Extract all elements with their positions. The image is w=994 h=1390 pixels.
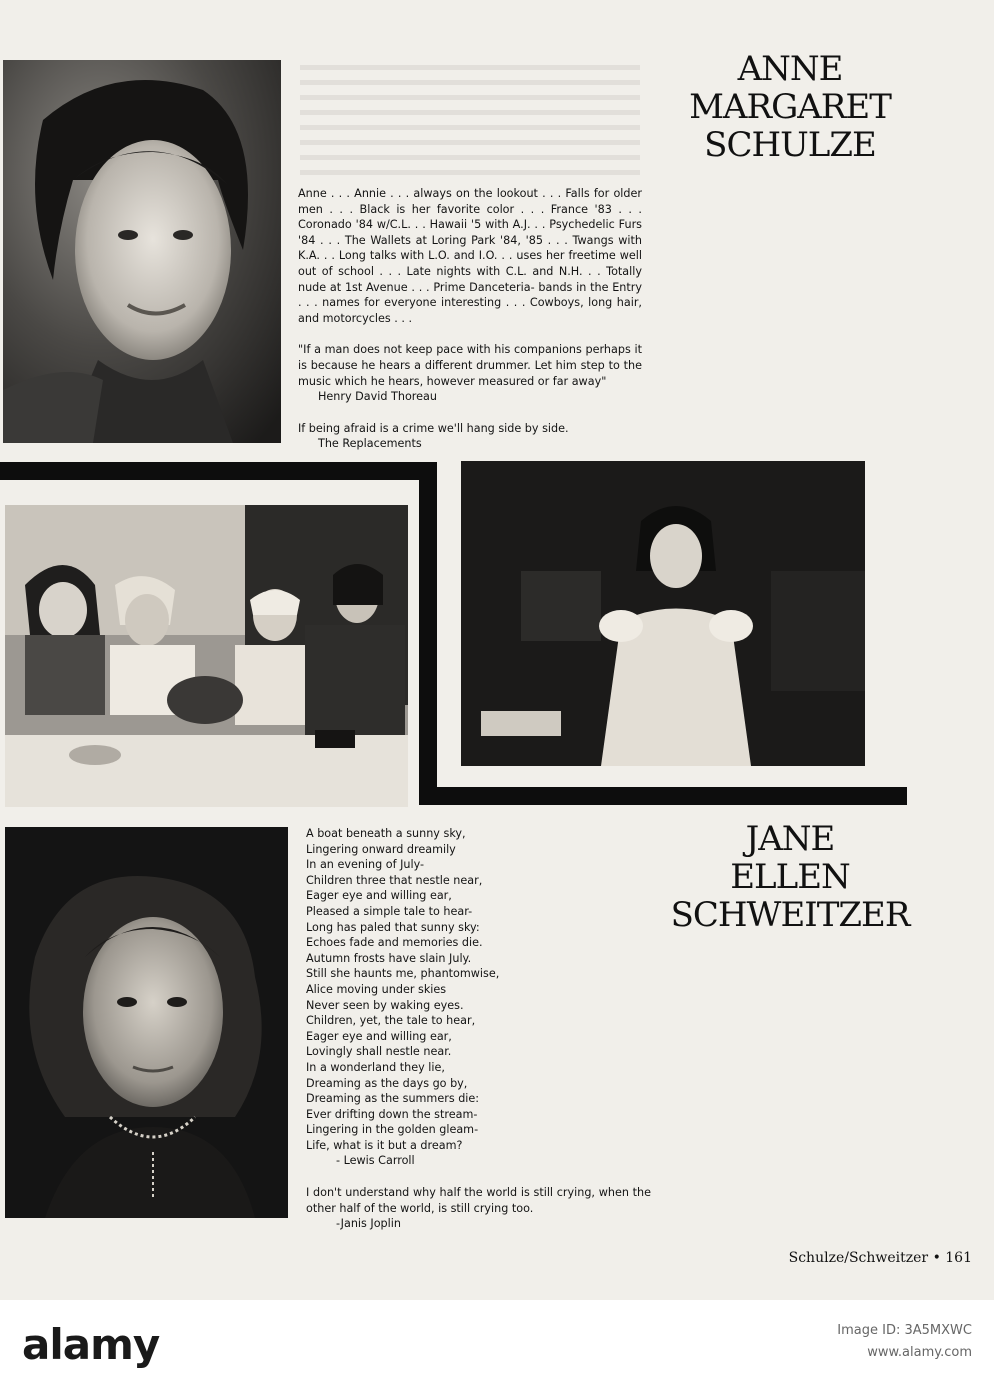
poem-line: Eager eye and willing ear,: [306, 1029, 452, 1043]
quote-replacements-author: The Replacements: [318, 437, 422, 451]
quote-replacements: If being afraid is a crime we'll hang side by side.: [298, 421, 569, 435]
poem-line: Pleased a simple tale to hear-: [306, 904, 473, 918]
name-jane-ellen-schweitzer: [665, 820, 915, 934]
poem-line: Eager eye and willing ear,: [306, 889, 452, 903]
poem-line: Long has paled that sunny sky:: [306, 920, 480, 934]
poem-line: A boat beneath a sunny sky,: [306, 827, 466, 840]
page-footer: Schulze/Schweitzer • 161: [788, 1250, 972, 1266]
bio-text: Anne . . . Annie . . . always on the lookout . . . Falls for older men . . . Black is her favorite color . . . France '83 . . . Coronado '84 w/C.L. . . Hawaii '5 with A.J. . . Psychedelic Furs '84 . . . The Wallets at Loring Park '84, '85 . . . Twangs with K.A. . . Long talks with L.O. and I.O. . . uses her freetime well out of school . . . Late nights with C.L. and N.H. . . Totally nude at 1st Avenue . . . Prime Danceteria- bands in the Entry . . . names for everyone interesting . . . Cowboys, long hair, and motorcycles . . .: [298, 187, 642, 325]
poem-line: Still she haunts me, phantomwise,: [306, 967, 500, 981]
black-frame-bottom: [419, 787, 907, 805]
poem-lewis-carroll: [306, 826, 651, 1232]
childhood-photo: [461, 461, 865, 766]
poem-line: Lingering onward dreamily: [306, 842, 456, 856]
poem-line: Ever drifting down the stream-: [306, 1107, 478, 1121]
name-line-first: JANE: [745, 819, 835, 859]
name-line-middle: MARGARET: [689, 87, 891, 128]
quote-joplin: I don't understand why half the world is still crying, when the other half of the world, is still crying too.: [306, 1186, 651, 1215]
poem-line: In an evening of July-: [306, 858, 425, 872]
name-line-last: SCHWEITZER: [670, 895, 910, 936]
quote-joplin-author: -Janis Joplin: [336, 1217, 401, 1231]
group-photo-friends: [5, 505, 408, 807]
poem-line: Never seen by waking eyes.: [306, 998, 464, 1012]
image-id-label: Image ID: 3A5MXWC: [837, 1323, 972, 1338]
name-line-last: SCHULZE: [704, 125, 876, 166]
poem-line: In a wonderland they lie,: [306, 1060, 445, 1074]
bio-anne: [298, 186, 642, 452]
poem-line: Dreaming as the days go by,: [306, 1076, 468, 1090]
quote-thoreau: "If a man does not keep pace with his companions perhaps it is because he hears a different drummer. Let him step to the music which he hears, however measured or far away": [298, 343, 642, 388]
black-frame-corner: [419, 462, 437, 805]
name-anne-margaret-schulze: [680, 50, 900, 164]
poem-author: - Lewis Carroll: [336, 1154, 415, 1168]
poem-line: Children, yet, the tale to hear,: [306, 1014, 476, 1028]
poem-line: Dreaming as the summers die:: [306, 1092, 480, 1106]
alamy-logo: alamy: [22, 1320, 160, 1369]
bleed-through-texture: [300, 65, 640, 175]
portrait-anne-schulze: [3, 60, 281, 443]
name-line-middle: ELLEN: [730, 857, 850, 898]
quote-thoreau-author: Henry David Thoreau: [318, 390, 437, 404]
black-frame-top: [0, 462, 437, 480]
poem-line: Life, what is it but a dream?: [306, 1138, 463, 1152]
banner-meta: [837, 1320, 972, 1364]
poem-line: Alice moving under skies: [306, 982, 447, 996]
poem-line: Lovingly shall nestle near.: [306, 1045, 452, 1059]
stock-banner: [0, 1300, 994, 1390]
site-url: www.alamy.com: [867, 1345, 972, 1360]
poem-line: Children three that nestle near,: [306, 873, 483, 887]
poem-line: Lingering in the golden gleam-: [306, 1123, 479, 1137]
portrait-jane-schweitzer: [5, 827, 288, 1218]
poem-line: Echoes fade and memories die.: [306, 936, 483, 950]
poem-line: Autumn frosts have slain July.: [306, 951, 472, 965]
name-line-first: ANNE: [737, 49, 843, 89]
